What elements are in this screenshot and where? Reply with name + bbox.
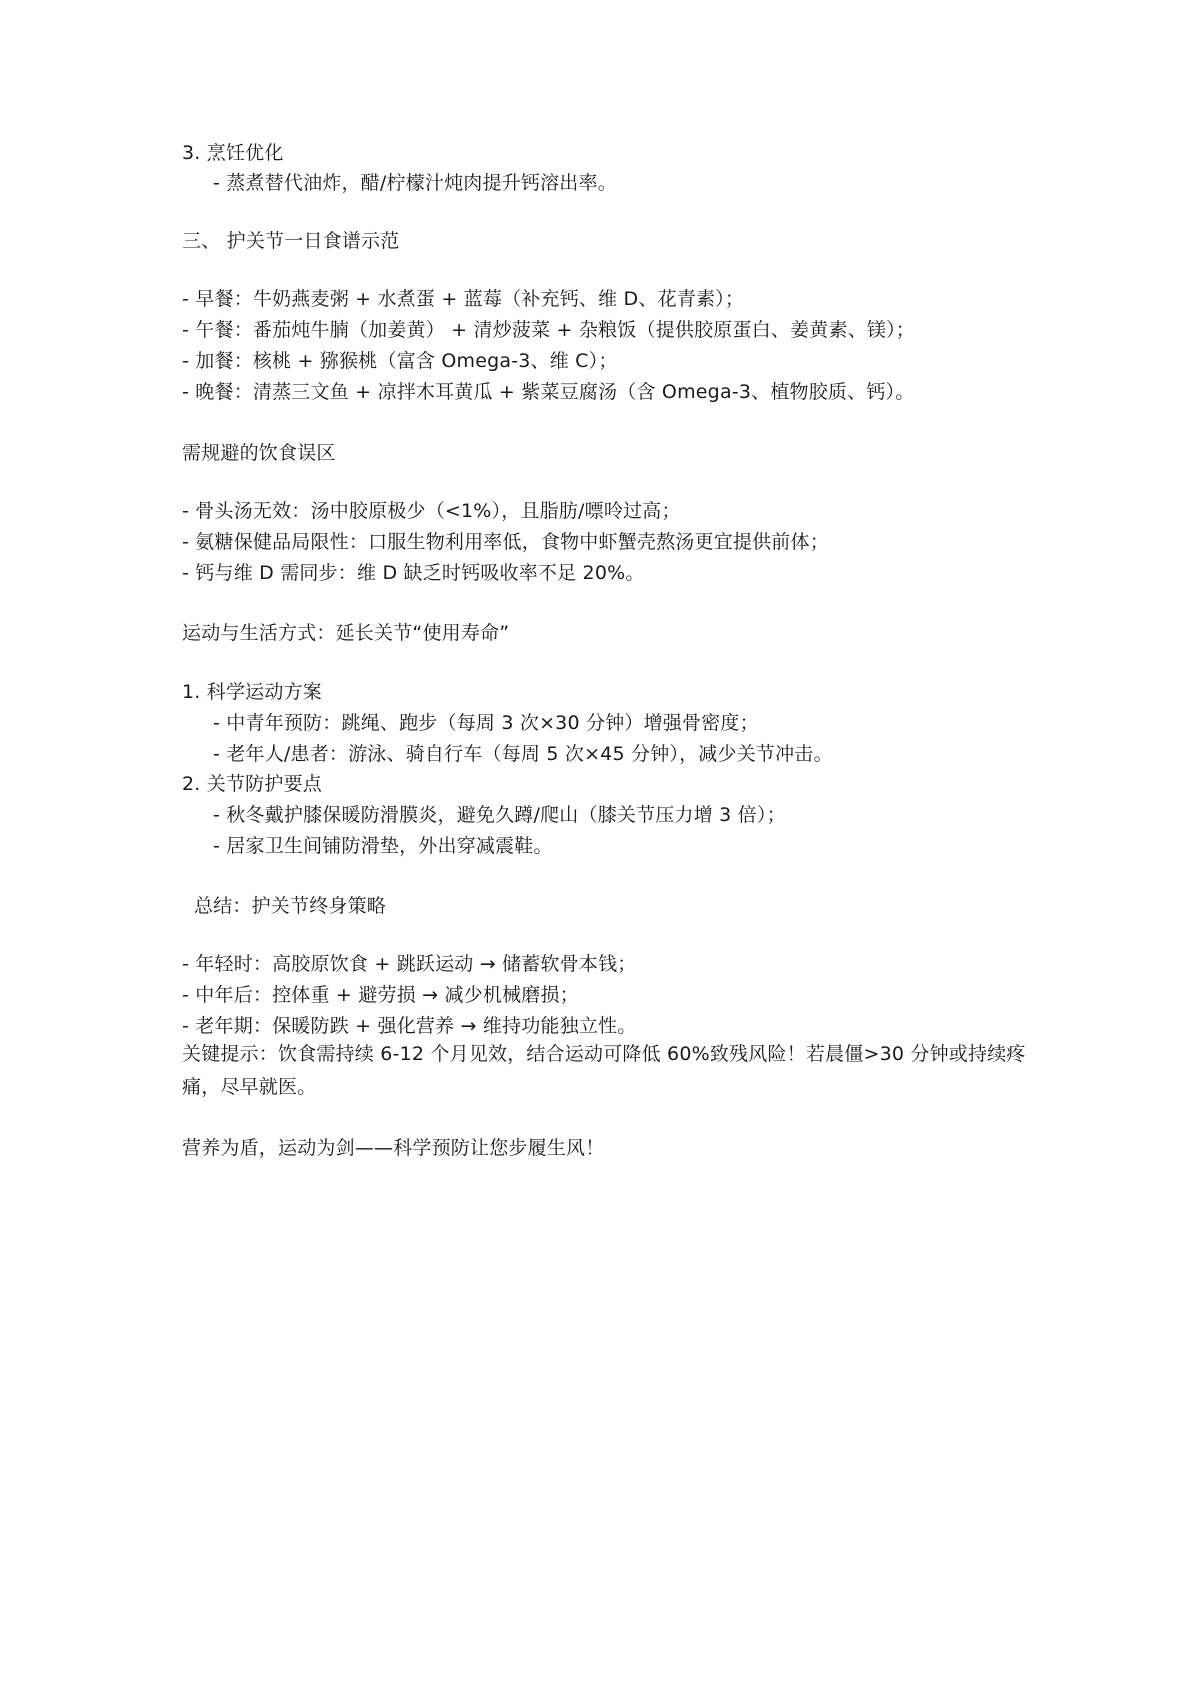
exercise-item: - 老年人/患者：游泳、骑自行车（每周 5 次×45 分钟），减少关节冲击。 [213,743,833,765]
closing-line: 营养为盾，运动为剑——科学预防让您步履生风！ [182,1137,605,1159]
cooking-item: - 蒸煮替代油炸，醋/柠檬汁炖肉提升钙溶出率。 [213,172,617,194]
cooking-heading: 3. 烹饪优化 [182,142,284,164]
meal-snack: - 加餐：核桃 + 猕猴桃（富含 Omega-3、维 C）； [182,350,618,372]
protection-item: - 居家卫生间铺防滑垫，外出穿减震鞋。 [213,835,553,857]
section-title-summary: 总结：护关节终身策略 [194,895,387,917]
exercise-item: - 中青年预防：跳绳、跑步（每周 3 次×30 分钟）增强骨密度； [213,712,759,734]
mistake-item: - 骨头汤无效：汤中胶原极少（<1%），且脂肪/嘌呤过高； [182,500,681,522]
key-tip-paragraph: 关键提示：饮食需持续 6-12 个月见效，结合运动可降低 60%致残风险！若晨僵>30 分钟或持续疼痛，尽早就医。 [182,1043,1026,1098]
exercise-heading-1: 1. 科学运动方案 [182,681,322,703]
mistake-item: - 钙与维 D 需同步：维 D 缺乏时钙吸收率不足 20%。 [182,562,645,584]
summary-item: - 年轻时：高胶原饮食 + 跳跃运动 → 储蓄软骨本钱； [182,953,637,975]
exercise-heading-2: 2. 关节防护要点 [182,773,322,795]
protection-item: - 秋冬戴护膝保暖防滑膜炎，避免久蹲/爬山（膝关节压力增 3 倍）； [213,804,786,826]
mistake-item: - 氨糖保健品局限性：口服生物利用率低，食物中虾蟹壳熬汤更宜提供前体； [182,531,829,553]
meal-breakfast: - 早餐：牛奶燕麦粥 + 水煮蛋 + 蓝莓（补充钙、维 D、花青素）； [182,288,745,310]
section-title-mistakes: 需规避的饮食误区 [182,442,336,464]
summary-item: - 中年后：控体重 + 避劳损 → 减少机械磨损； [182,984,579,1006]
meal-dinner: - 晚餐：清蒸三文鱼 + 凉拌木耳黄瓜 + 紫菜豆腐汤（含 Omega-3、植物胶质、钙）。 [182,381,915,403]
section-title-exercise: 运动与生活方式：延长关节“使用寿命” [182,622,510,644]
meal-lunch: - 午餐：番茄炖牛腩（加姜黄） + 清炒菠菜 + 杂粮饭（提供胶原蛋白、姜黄素、镁）； [182,319,915,341]
summary-item: - 老年期：保暖防跌 + 强化营养 → 维持功能独立性。 [182,1015,637,1037]
section-title-menu: 三、 护关节一日食谱示范 [182,230,400,252]
